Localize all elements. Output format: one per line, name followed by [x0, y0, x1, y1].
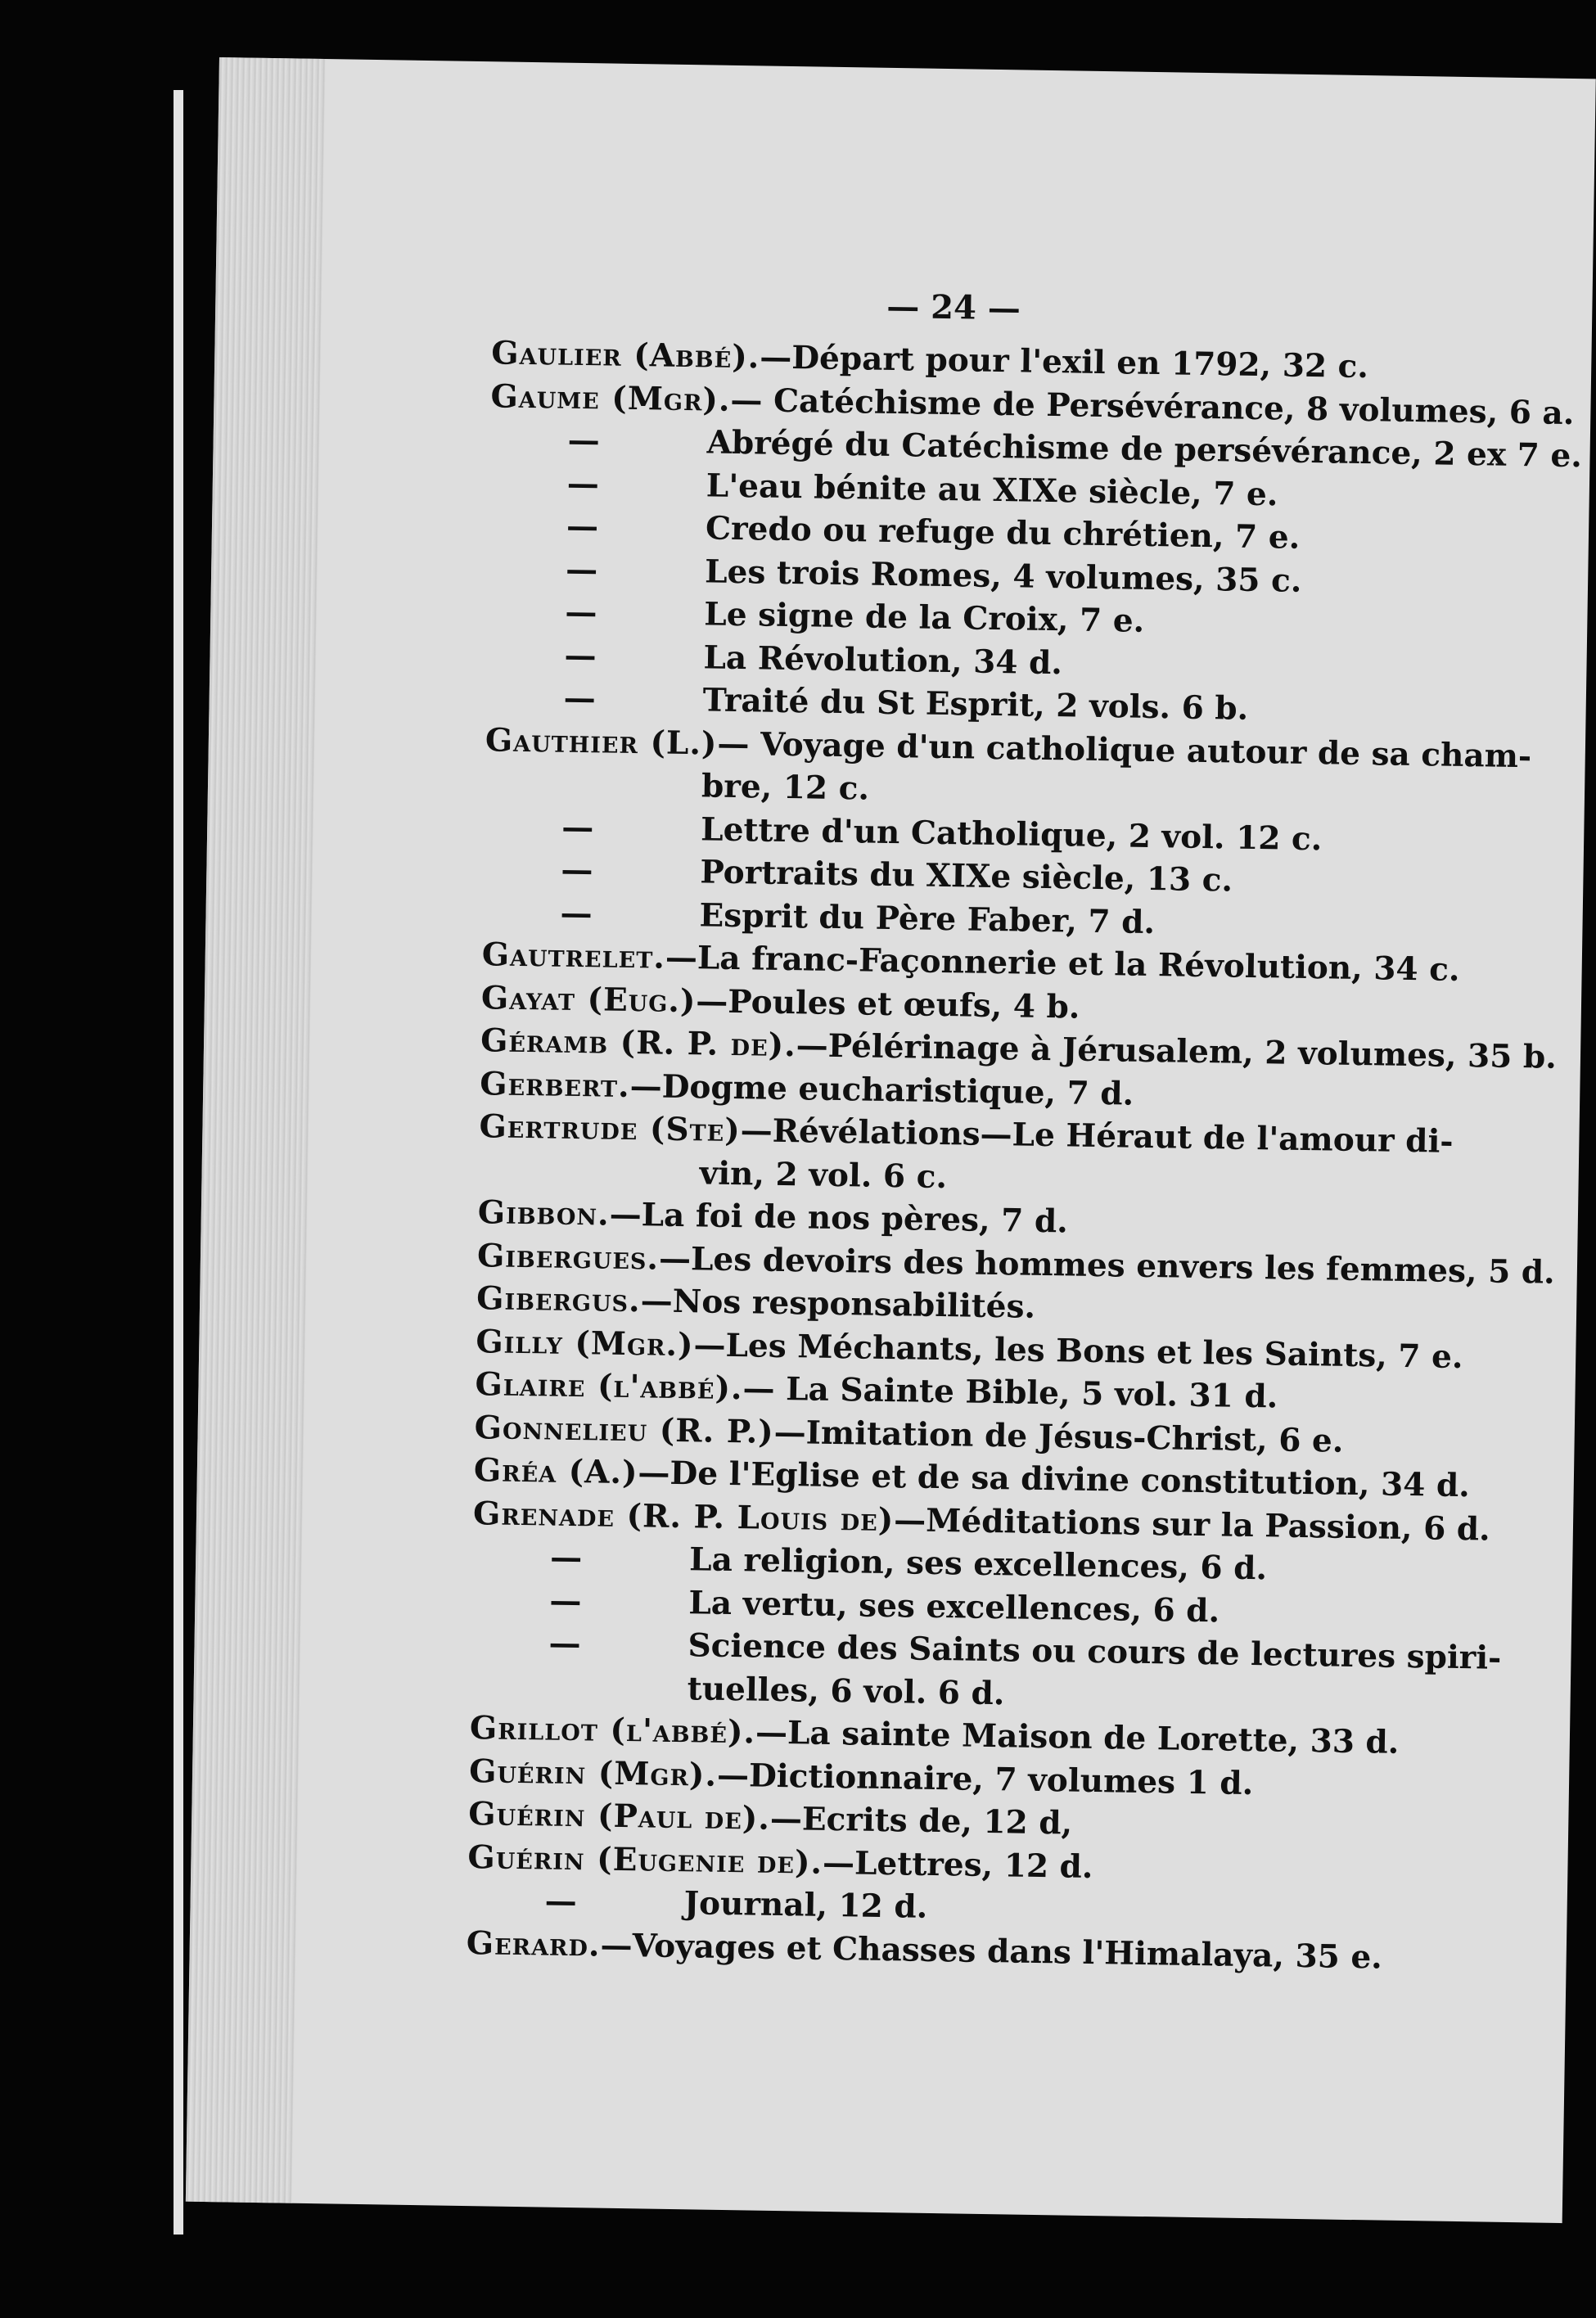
entry-title: Credo ou refuge du chrétien, 7 e.	[705, 509, 1301, 557]
entry-title: —Dictionnaire, 7 volumes 1 d.	[716, 1756, 1254, 1802]
author-name: Gaume (Mgr).	[490, 377, 731, 419]
scan-edge-strip	[174, 90, 183, 2235]
entry-continuation: tuelles, 6 vol. 6 d.	[687, 1669, 1005, 1712]
author-name: Géramb (R. P. de).	[480, 1021, 797, 1065]
entry-title: —Dogme eucharistique, 7 d.	[629, 1067, 1134, 1113]
entry-title: —Nos responsabilités.	[640, 1282, 1036, 1326]
catalog-entry-list	[466, 331, 1583, 1980]
entry-title: —Méditations sur la Passion, 6 d.	[893, 1500, 1491, 1549]
author-name: Gibergues.	[476, 1236, 660, 1278]
ditto-dash: —	[544, 1882, 578, 1921]
ditto-dash: —	[549, 1538, 583, 1577]
ditto-dash: —	[561, 850, 593, 890]
ditto-dash: —	[549, 1581, 582, 1620]
author-name: Grenade (R. P. Louis de)	[472, 1494, 895, 1539]
entry-continuation: vin, 2 vol. 6 c.	[699, 1153, 948, 1196]
author-name: Grillot (l'abbé).	[469, 1709, 756, 1752]
ditto-dash: —	[561, 808, 594, 846]
entry-title: —Poules et œufs, 4 b.	[696, 981, 1080, 1026]
author-name: Gerard.	[466, 1923, 601, 1964]
author-name: Gaulier (Abbé).	[491, 334, 760, 377]
entry-continuation: bre, 12 c.	[701, 767, 870, 808]
ditto-dash: —	[565, 550, 598, 589]
entry-title: —Départ pour l'exil en 1792, 32 c.	[759, 338, 1369, 386]
entry-title: Les trois Romes, 4 volumes, 35 c.	[704, 552, 1302, 600]
author-name: Gertrude (Ste)	[479, 1107, 742, 1150]
author-name: Guérin (Eugenie de).	[467, 1838, 823, 1882]
entry-title: —La sainte Maison de Lorette, 33 d.	[755, 1713, 1400, 1761]
entry-title: —La foi de nos pères, 7 d.	[609, 1195, 1069, 1241]
ditto-dash: —	[565, 593, 597, 632]
entry-title: Science des Saints ou cours de lectures spiri-	[688, 1626, 1502, 1677]
entry-title: —Les devoirs des hommes envers les femmes, 5 d.	[658, 1239, 1556, 1292]
entry-title: — Catéchisme de Persévérance, 8 volumes, 6 a.	[730, 381, 1575, 432]
ditto-dash: —	[566, 464, 600, 503]
author-name: Gilly (Mgr.)	[476, 1322, 694, 1364]
author-name: Gayat (Eug.)	[480, 978, 697, 1020]
page-number: — 24 —	[886, 286, 1021, 328]
entry-title: Esprit du Père Faber, 7 d.	[699, 895, 1156, 941]
entry-title: —Pélérinage à Jérusalem, 2 volumes, 35 b.	[796, 1026, 1558, 1076]
entry-title: — La Sainte Bible, 5 vol. 31 d.	[742, 1369, 1278, 1416]
entry-title: —Voyages et Chasses dans l'Himalaya, 35 e.	[600, 1926, 1383, 1977]
ditto-dash: —	[566, 507, 599, 546]
entry-title: Abrégé du Catéchisme de persévérance, 2 ex 7 e.	[706, 423, 1583, 476]
ditto-dash: —	[564, 636, 597, 674]
entry-title: La Révolution, 34 d.	[703, 638, 1063, 682]
author-name: Gréa (A.)	[473, 1451, 638, 1492]
entry-title: —Révélations—Le Héraut de l'amour di-	[740, 1112, 1454, 1161]
ditto-dash: —	[563, 679, 597, 718]
entry-title: La vertu, ses excellences, 6 d.	[688, 1583, 1220, 1630]
entry-title: Portraits du XIXe siècle, 13 c.	[700, 853, 1233, 900]
entry-title: —Lettres, 12 d.	[822, 1843, 1093, 1886]
author-name: Gauthier (L.)	[485, 720, 718, 763]
book-page	[186, 57, 1596, 2223]
author-name: Gerbert.	[479, 1064, 631, 1105]
author-name: Gibbon.	[477, 1193, 611, 1233]
entry-title: —Imitation de Jésus-Christ, 6 e.	[773, 1413, 1344, 1460]
entry-title: —Les Méchants, les Bons et les Saints, 7 e.	[693, 1325, 1463, 1376]
ditto-dash: —	[560, 894, 593, 932]
entry-title: La religion, ses excellences, 6 d.	[688, 1540, 1268, 1588]
author-name: Gonnelieu (R. P.)	[474, 1408, 775, 1451]
entry-title: Le signe de la Croix, 7 e.	[704, 595, 1145, 640]
entry-title: L'eau bénite au XIXe siècle, 7 e.	[706, 466, 1278, 513]
entry-title: Traité du St Esprit, 2 vols. 6 b.	[702, 681, 1249, 728]
author-name: Glaire (l'abbé).	[475, 1365, 743, 1408]
author-name: Gibergus.	[476, 1279, 642, 1320]
entry-title: — Voyage d'un catholique autour de sa cham-	[717, 724, 1532, 775]
page-gutter-shadow	[186, 57, 326, 2203]
entry-title: Journal, 12 d.	[683, 1884, 928, 1926]
ditto-dash: —	[567, 421, 601, 460]
entry-title: —De l'Eglise et de sa divine constitution, 34 d.	[638, 1454, 1471, 1505]
author-name: Guérin (Mgr).	[468, 1752, 718, 1794]
entry-title: Lettre d'un Catholique, 2 vol. 12 c.	[700, 809, 1323, 858]
author-name: Gautrelet.	[481, 936, 666, 976]
author-name: Guérin (Paul de).	[467, 1795, 771, 1838]
entry-title: —Ecrits de, 12 d,	[769, 1799, 1073, 1842]
ditto-dash: —	[548, 1624, 581, 1663]
entry-title: —La franc-Façonnerie et la Révolution, 34 c.	[665, 938, 1460, 989]
